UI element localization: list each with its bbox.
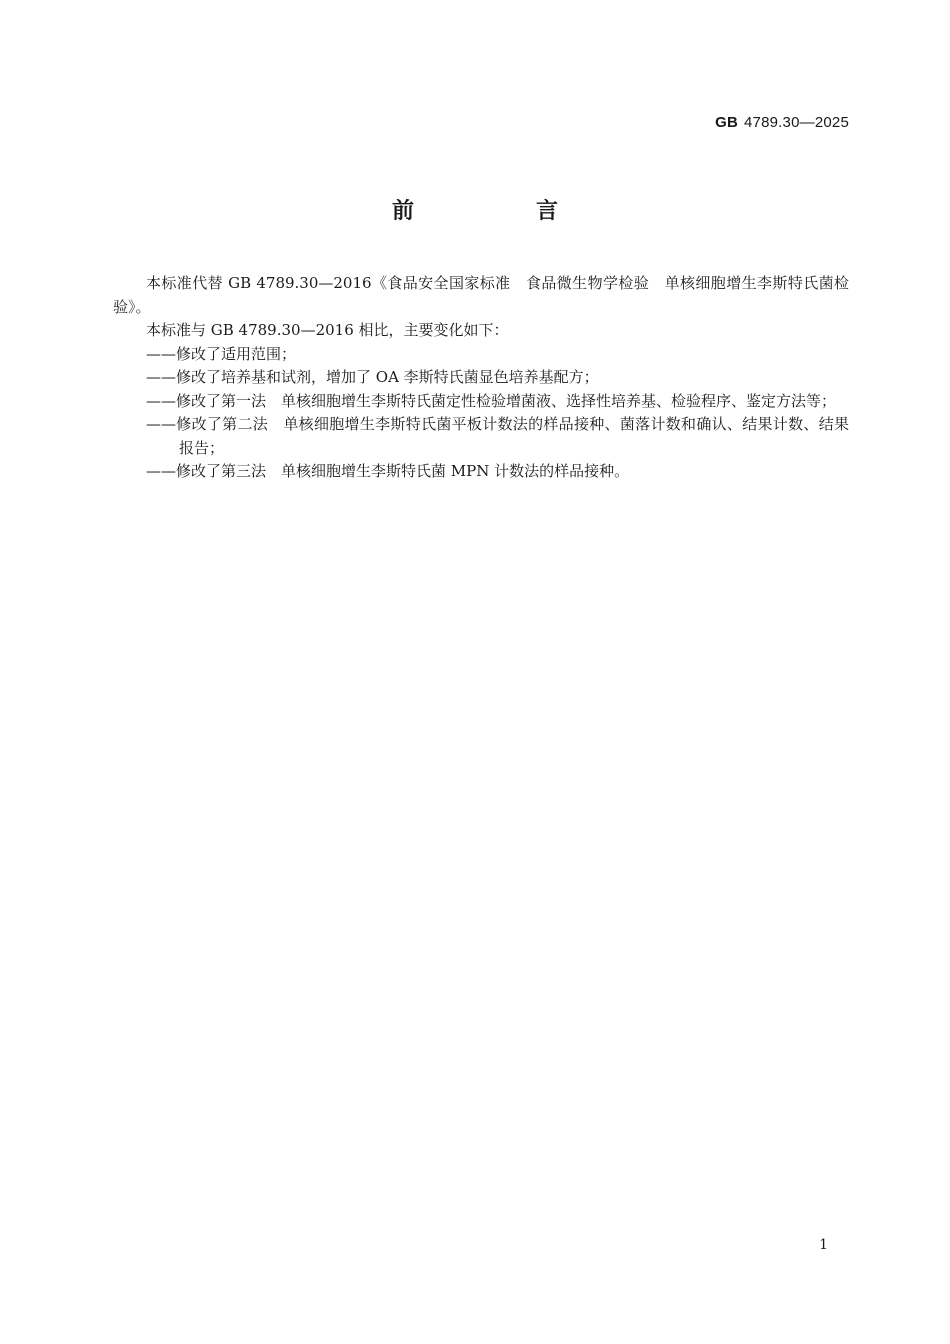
comparison-paragraph: 本标准与 GB 4789.30—2016 相比，主要变化如下： bbox=[146, 321, 509, 339]
standard-prefix: GB bbox=[715, 114, 738, 131]
standard-number: 4789.30—2025 bbox=[744, 114, 849, 131]
replacement-paragraph: 本标准代替 GB 4789.30—2016《食品安全国家标准 食品微生物学检验 单核细胞增生李斯特氏菌检验》。 bbox=[113, 274, 849, 316]
page-number: 1 bbox=[819, 1237, 828, 1253]
page-title: 前 言 bbox=[391, 199, 608, 224]
change-item-media: ——修改了培养基和试剂，增加了 OA 李斯特氏菌显色培养基配方； bbox=[146, 368, 599, 386]
change-item-method-2: ——修改了第二法 单核细胞增生李斯特氏菌平板计数法的样品接种、菌落计数和确认、结果计数、结果报告； bbox=[146, 415, 849, 457]
foreword-body bbox=[113, 272, 849, 484]
change-item-method-1: ——修改了第一法 单核细胞增生李斯特氏菌定性检验增菌液、选择性培养基、检验程序、鉴定方法等； bbox=[146, 391, 837, 410]
standard-code bbox=[715, 114, 849, 131]
change-item-method-3: ——修改了第三法 单核细胞增生李斯特氏菌 MPN 计数法的样品接种。 bbox=[146, 462, 630, 480]
change-item-scope: ——修改了适用范围； bbox=[146, 344, 297, 363]
